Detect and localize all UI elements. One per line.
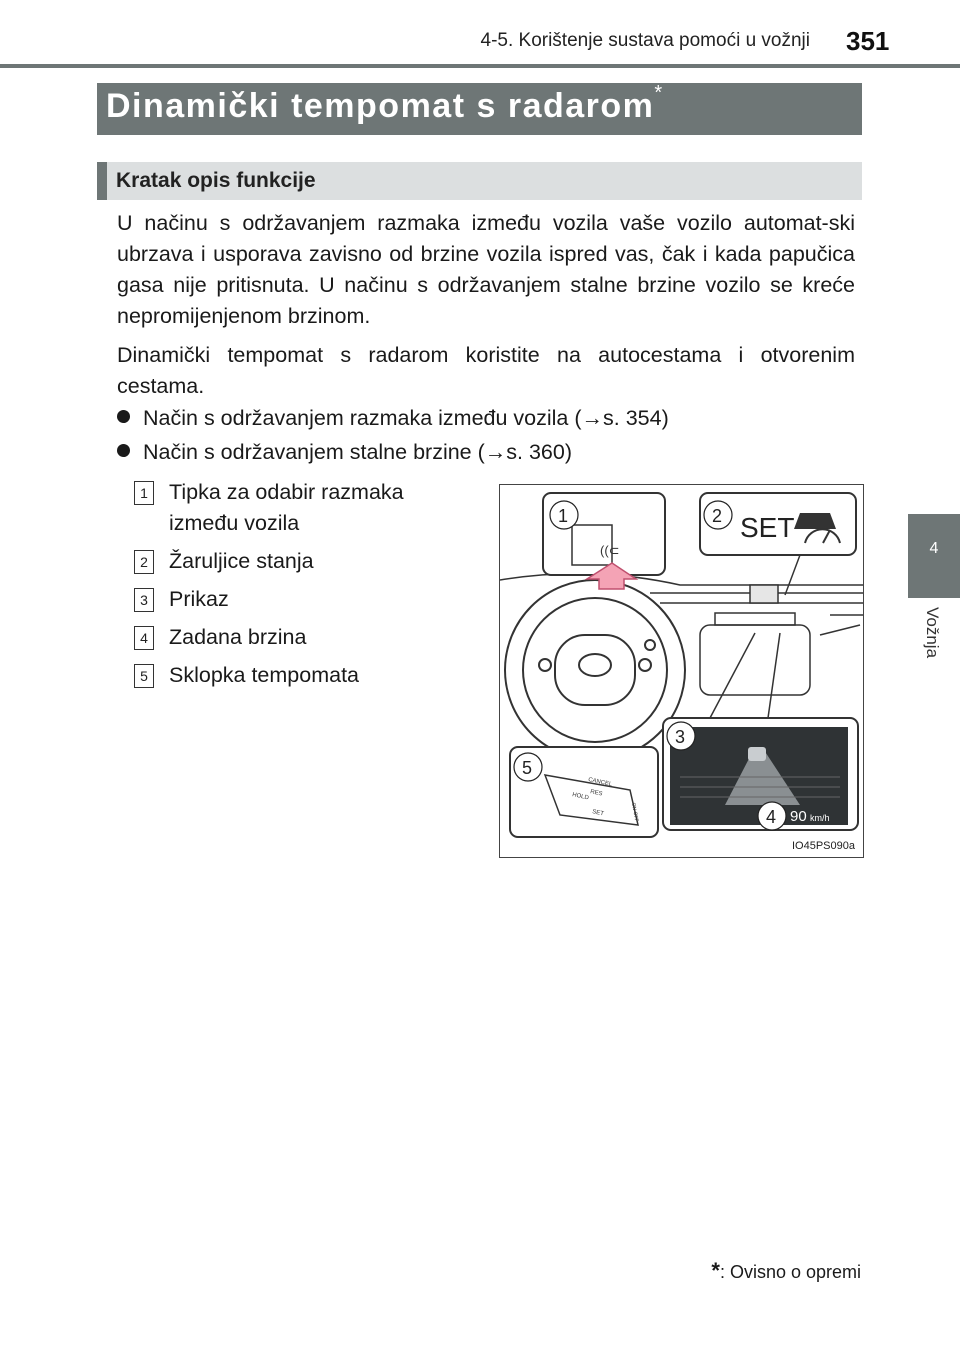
chapter-tab-number: 4: [929, 540, 939, 557]
stalk-cancel-label: CANCEL: [587, 777, 613, 789]
footnote: *: Ovisno o opremi: [711, 1258, 861, 1283]
legend-number: 4: [134, 626, 154, 650]
legend-number: 2: [134, 550, 154, 574]
paragraph-1: U načinu s održavanjem razmaka između vozila vaše vozilo automat-ski ubrzava i usporava zavisno od brzine vozila ispred vas, čak i kada papučica gasa nije pritisnuta. U načinu s održavanjem stalne brzine vozilo se kreće nepromijenjenom brzinom.: [117, 211, 855, 328]
legend-text: Sklopka tempomata: [169, 663, 360, 687]
steering-wheel-icon: [505, 580, 685, 760]
bullet-item: Način s održavanjem razmaka između vozila (→s. 354): [117, 406, 669, 431]
stalk-hold-label: HOLD: [571, 792, 590, 802]
callout-5-label: 5: [522, 758, 533, 778]
stalk-res-label: RES: [589, 789, 603, 798]
figure-code: IO45PS090a: [792, 840, 855, 852]
legend-text: Tipka za odabir razmaka između vozila: [169, 480, 404, 535]
legend-text: Zadana brzina: [169, 625, 307, 649]
set-speed-value: 90: [790, 808, 807, 825]
paragraph-2: Dinamički tempomat s radarom koristite na autocestama i otvorenim cestama.: [117, 343, 855, 398]
legend-text: Prikaz: [169, 587, 229, 611]
stalk-set-label: SET: [591, 809, 605, 818]
dashboard-figure: [499, 484, 864, 858]
legend-number: 1: [134, 481, 154, 505]
page-title: Dinamički tempomat s radarom*: [106, 81, 664, 125]
svg-text:((⊂: ((⊂: [600, 543, 620, 558]
callout-3-label: 3: [675, 727, 686, 747]
page-number: 351: [846, 26, 890, 56]
subheading-accent: [97, 162, 107, 200]
legend-number: 5: [134, 664, 154, 688]
set-indicator-text: SET: [740, 512, 795, 543]
callout-1-label: 1: [558, 506, 569, 526]
subheading: Kratak opis funkcije: [116, 169, 316, 192]
header-rule: [0, 64, 960, 68]
bullet-item: Način s održavanjem stalne brzine (→s. 360): [117, 440, 572, 465]
header-section-title: 4-5. Korištenje sustava pomoći u vožnji: [480, 30, 810, 51]
stalk-onoff-label: ON-OFF: [630, 802, 640, 823]
chapter-tab-label: Vožnja: [923, 607, 942, 659]
title-marker: *: [654, 81, 664, 104]
footnote-marker: *: [711, 1258, 720, 1283]
set-speed-unit: km/h: [810, 813, 830, 823]
bullet-dot-icon: [117, 444, 130, 457]
bullet-dot-icon: [117, 410, 130, 423]
callout-2-label: 2: [712, 506, 723, 526]
legend-text: Žaruljice stanja: [169, 549, 314, 573]
callout-4-label: 4: [766, 807, 777, 827]
legend-number: 3: [134, 588, 154, 612]
